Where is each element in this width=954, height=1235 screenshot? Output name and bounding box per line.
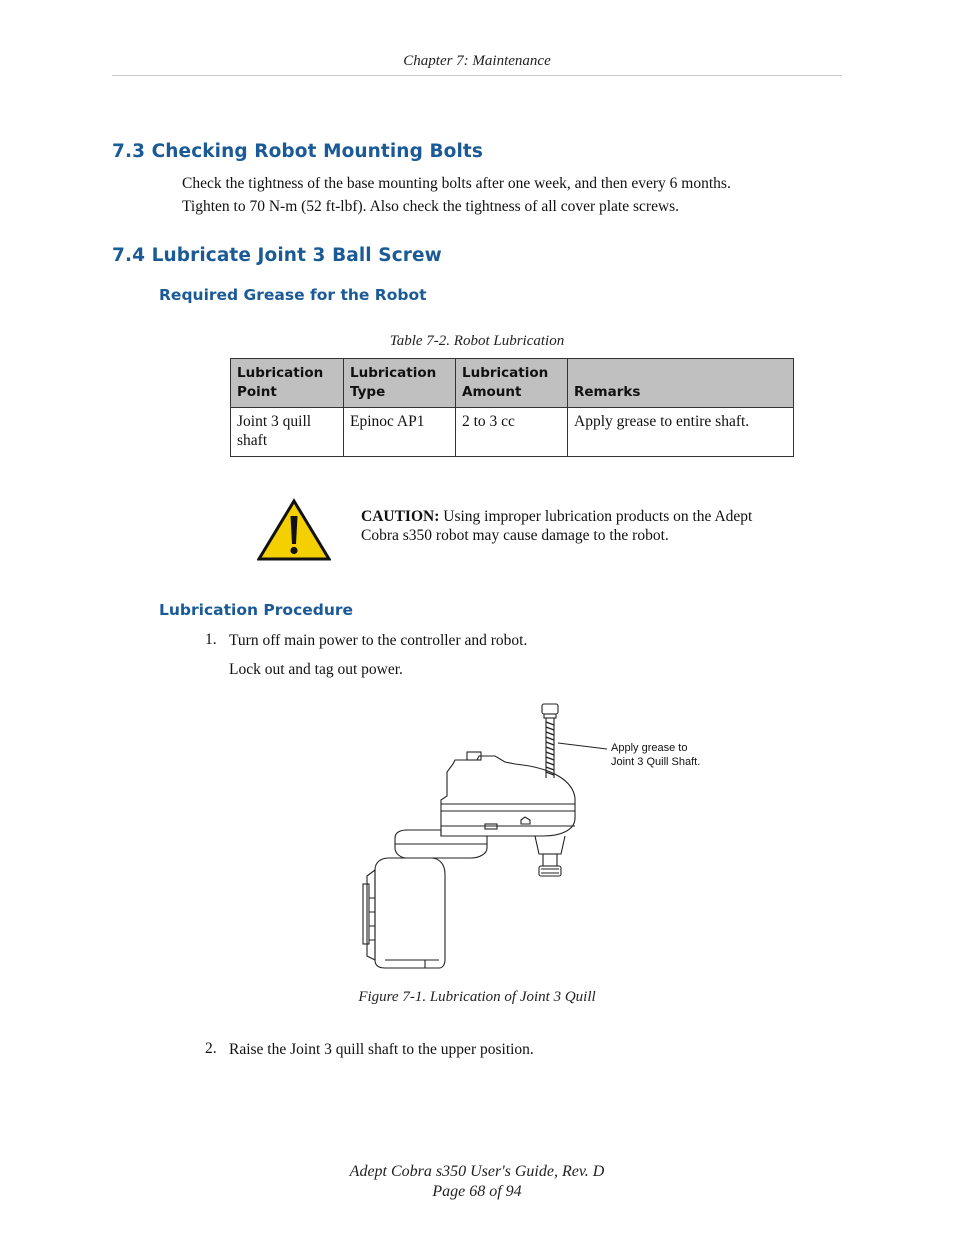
step-text: Turn off main power to the controller and robot. <box>229 632 528 649</box>
figure-callout <box>611 741 731 769</box>
outer-arm <box>441 752 575 836</box>
table-header-row <box>231 359 794 408</box>
section-7-3-body <box>182 172 842 218</box>
subsection-heading-grease: Required Grease for the Robot <box>159 286 427 304</box>
header-line: Type <box>350 384 386 400</box>
table-cell <box>456 408 568 457</box>
footer-page-number: Page 68 of 94 <box>432 1183 522 1200</box>
caution-note <box>361 507 771 545</box>
section-heading-7-4: 7.4 Lubricate Joint 3 Ball Screw <box>112 245 442 266</box>
header-line: Lubrication <box>350 365 437 381</box>
inner-arm <box>395 830 487 858</box>
table-caption: Table 7-2. Robot Lubrication <box>389 333 565 349</box>
robot-lubrication-figure <box>355 698 715 978</box>
figure-caption: Figure 7-1. Lubrication of Joint 3 Quill <box>358 989 596 1005</box>
header-line: Amount <box>462 384 522 400</box>
table-cell <box>568 408 794 457</box>
header-line: Lubrication <box>237 365 324 381</box>
header-cell <box>231 359 344 408</box>
header-line: Point <box>237 384 277 400</box>
header-cell <box>568 359 794 408</box>
table-row <box>231 408 794 457</box>
header-cell <box>456 359 568 408</box>
section-heading-7-3: 7.3 Checking Robot Mounting Bolts <box>112 141 483 162</box>
cell-line: shaft <box>237 432 268 449</box>
cell-line: Apply grease to entire shaft. <box>574 413 750 430</box>
header-rule <box>112 75 842 76</box>
header-line: Remarks <box>574 384 641 400</box>
body-line: Tighten to 70 N-m (52 ft-lbf). Also check the tightness of all cover plate screws. <box>182 198 680 215</box>
subsection-heading-procedure: Lubrication Procedure <box>159 601 354 619</box>
table-cell <box>231 408 344 457</box>
warning-triangle-icon <box>257 498 331 562</box>
page-footer <box>0 1162 954 1202</box>
callout-line: Apply grease to <box>611 742 688 754</box>
quill-shaft-top <box>542 704 558 778</box>
step-number: 1. <box>205 631 217 648</box>
header-cell <box>344 359 456 408</box>
step-text: Raise the Joint 3 quill shaft to the upper position. <box>229 1041 534 1058</box>
table-cell <box>344 408 456 457</box>
lubrication-table <box>230 358 794 457</box>
running-header: Chapter 7: Maintenance <box>403 53 551 69</box>
cell-line: 2 to 3 cc <box>462 413 515 430</box>
cell-line: Joint 3 quill <box>237 413 312 430</box>
step-number: 2. <box>205 1040 217 1057</box>
callout-leader <box>558 743 607 749</box>
callout-line: Joint 3 Quill Shaft. <box>611 756 701 768</box>
quill-shaft-bottom <box>535 836 565 876</box>
caution-label: CAUTION: <box>361 508 440 525</box>
caution-text: Using improper lubrication products on the Adept Cobra s350 robot may cause damage to the robot. <box>361 508 753 544</box>
header-line: Lubrication <box>462 365 549 381</box>
body-line: Check the tightness of the base mounting bolts after one week, and then every 6 months. <box>182 175 731 192</box>
robot-base <box>363 858 445 968</box>
step-subtext: Lock out and tag out power. <box>229 661 403 678</box>
cell-line: Epinoc AP1 <box>350 413 425 430</box>
footer-guide-title: Adept Cobra s350 User's Guide, Rev. D <box>349 1163 605 1180</box>
